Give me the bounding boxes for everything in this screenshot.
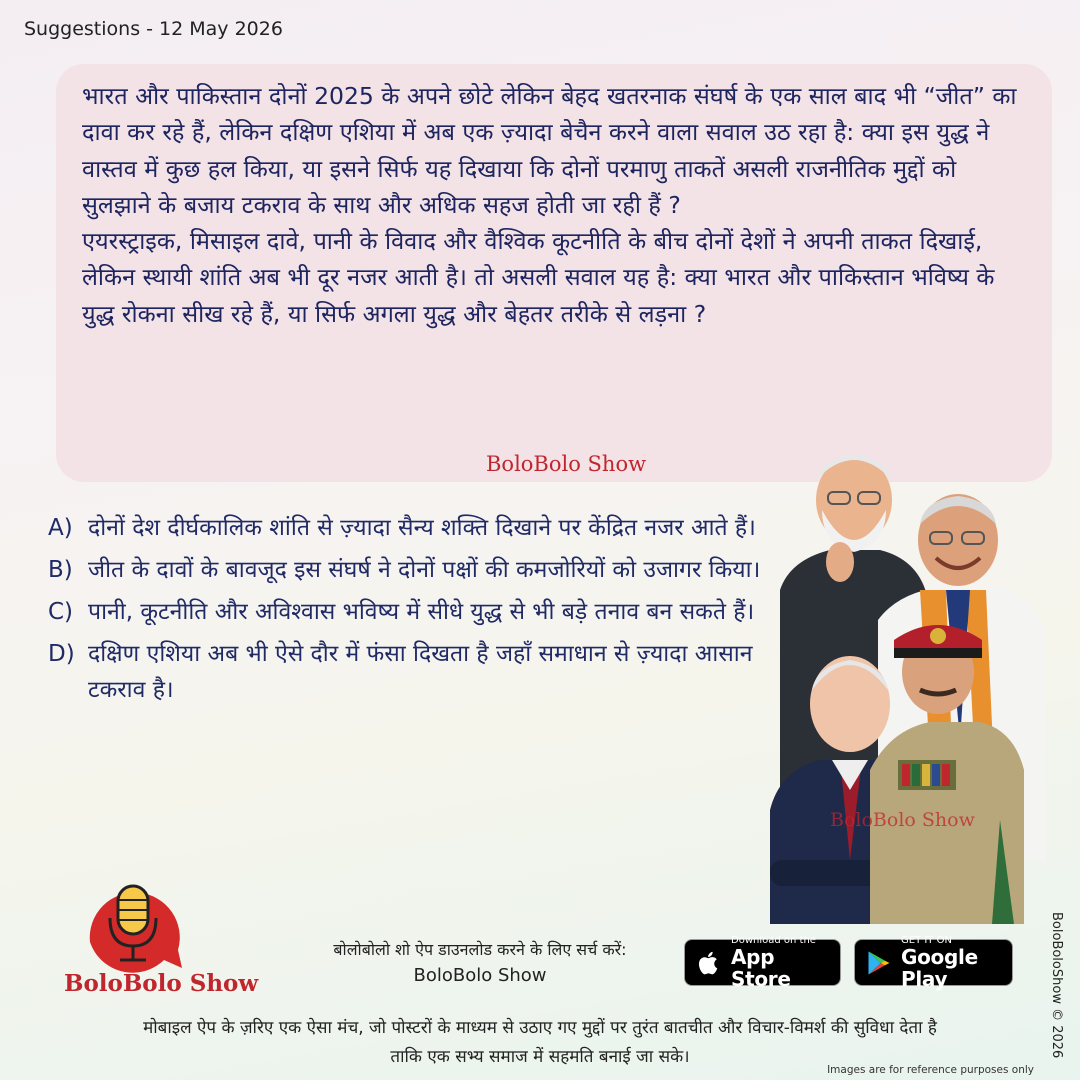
copyright-vertical <box>1049 912 1070 1059</box>
microphone-icon <box>90 886 182 973</box>
download-line-1: बोलोबोलो शो ऐप डाउनलोड करने के लिए सर्च करें: <box>333 940 627 959</box>
date-header: Suggestions - 12 May 2026 <box>24 18 283 40</box>
option-a[interactable] <box>48 510 768 546</box>
copyright-text: BoloBoloShow © 2026 <box>1049 912 1064 1059</box>
google-play-small-label: GET IT ON <box>901 935 952 946</box>
option-letter: A) <box>48 515 73 541</box>
google-play-icon <box>865 949 893 977</box>
brand-watermark: BoloBolo Show <box>486 452 647 476</box>
app-store-button[interactable] <box>684 935 841 991</box>
intro-question-box <box>56 64 1052 482</box>
option-d[interactable] <box>48 636 768 708</box>
option-c[interactable] <box>48 594 768 630</box>
footer-line-2: ताकि एक सभ्य समाज में सहमति बनाई जा सके। <box>390 1047 690 1067</box>
option-text: जीत के दावों के बावजूद इस संघर्ष ने दोनों पक्षों की कमजोरियों को उजागर किया। <box>88 557 761 583</box>
leaders-photo <box>770 440 1060 924</box>
option-letter: B) <box>48 557 73 583</box>
download-instructions <box>290 938 670 990</box>
option-letter: D) <box>48 641 75 667</box>
apple-icon <box>695 949 723 977</box>
google-play-label: Google Play <box>901 945 978 991</box>
google-play-button[interactable] <box>854 935 1013 991</box>
option-text: दोनों देश दीर्घकालिक शांति से ज़्यादा सैन्य शक्ति दिखाने पर केंद्रित नजर आते हैं। <box>88 515 756 541</box>
intro-paragraph-1: भारत और पाकिस्तान दोनों 2025 के अपने छोटे लेकिन बेहद खतरनाक संघर्ष के एक साल बाद भी “जीत” का दावा कर रहे हैं, लेकिन दक्षिण एशिया में अब एक ज़्यादा बेचैन करने वाला सवाल उठ रहा है: क्या इस युद्ध ने वास्तव में कुछ हल किया, या इसने सिर्फ यह दिखाया कि दोनों परमाणु ताकतें असली राजनीतिक मुद्दों को सुलझाने के बजाय टकराव के साथ और अधिक सहज होती जा रही हैं ? <box>82 82 1017 219</box>
app-store-small-label: Download on the <box>731 935 816 946</box>
option-text: पानी, कूटनीति और अविश्वास भविष्य में सीधे युद्ध से भी बड़े तनाव बन सकते हैं। <box>88 599 755 625</box>
option-text: दक्षिण एशिया अब भी ऐसे दौर में फंसा दिखता है जहाँ समाधान से ज़्यादा आसान टकराव है। <box>88 641 753 703</box>
image-disclaimer: Images are for reference purposes only <box>827 1064 1034 1076</box>
footer-line-1: मोबाइल ऐप के ज़रिए एक ऐसा मंच, जो पोस्टरों के माध्यम से उठाए गए मुद्दों पर तुरंत बातचीत और विचार-विमर्श की सुविधा देता है <box>143 1018 937 1038</box>
option-b[interactable] <box>48 552 768 588</box>
option-letter: C) <box>48 599 74 625</box>
logo-text: BoloBolo Show <box>64 970 259 997</box>
download-app-name: BoloBolo Show <box>413 965 547 986</box>
app-store-label: App Store <box>731 945 791 991</box>
photo-watermark: BoloBolo Show <box>830 809 975 831</box>
answer-options <box>48 510 768 714</box>
intro-paragraph-2: एयरस्ट्राइक, मिसाइल दावे, पानी के विवाद और वैश्विक कूटनीति के बीच दोनों देशों ने अपनी ताकत दिखाई, लेकिन स्थायी शांति अब भी दूर नजर आती है। तो असली सवाल यह है: क्या भारत और पाकिस्तान भविष्य के युद्ध रोकना सीख रहे हैं, या सिर्फ अगला युद्ध और बेहतर तरीके से लड़ना ? <box>82 227 995 328</box>
